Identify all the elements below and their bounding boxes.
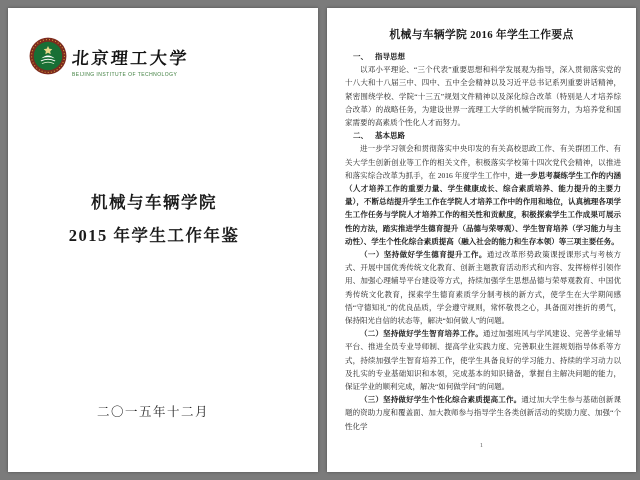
- university-name-cn: 北京理工大学: [71, 49, 190, 68]
- content-page: [327, 8, 636, 472]
- bit-emblem-icon: [29, 37, 67, 75]
- page-number: 1: [479, 442, 484, 449]
- section-heading: 一、 指导思想: [353, 52, 405, 61]
- university-logo-text: [72, 44, 189, 78]
- cover-title-line1: 机械与车辆学院: [91, 193, 217, 212]
- university-logo: [29, 37, 189, 78]
- body-paragraph: 以邓小平理论、“三个代表”重要思想和科学发展观为指导，深入贯彻落实党的十八大和十八届三中、四中、五中全会精神以及习近平总书记系列重要讲话精神，紧密围绕学校、学院“十三五”规划文件精神以及深化综合改革（特别是人才培养综合改革）的战略任务，为建设世界一流理工大学的机械学院而努力，为培养党和国家需要的高素质个性化人才而努力。: [345, 65, 621, 128]
- section-heading: 二、 基本思路: [353, 131, 405, 141]
- cover-title-line2: 2015 年学生工作年鉴: [68, 226, 240, 245]
- cover-date: 二〇一五年十二月: [96, 405, 209, 419]
- body-paragraph: （二）坚持做好学生智育培养工作。通过加强班风与学风建设、完善学业辅导平台、推进全员专业导师制、提高学业实践力度、完善职业生涯规划指导体系等方式，持续加强学生智育培养工作，使学生具备良好的学习能力、持续的学习动力以及扎实的专业基础知识和本领，完成基本的知识储备，掌握自主解决问题的能力，保证学业的顺利完成，解决“如何做学问”的问题。: [345, 329, 622, 392]
- cover-title: [8, 189, 300, 246]
- body-paragraph: （一）坚持做好学生德育提升工作。通过改革形势政策课授课形式与考核方式、开展中国优秀传统文化教育、创新主题教育活动形式和内容、发挥榜样引领作用、加强心理辅导平台建设等方式，持续加强学生思想品德与荣辱观教育、中国优秀传统文化教育，探索学生德育素质学分制考核的新方式，使学生在大学期间感悟“守德知礼”的优良品质，学会遵守规则，常怀敬畏之心，具备面对挫折的勇气，保持阳光自信的状态等，解决“如何做人”的问题。: [345, 250, 621, 326]
- body-paragraph: 进一步学习领会和贯彻落实中央印发的有关高校思政工作、有关群团工作、有关大学生创新创业等工作的相关文件，积极落实学校第十四次党代会精神，以推进和落实综合改革为抓手，在 2016 年度学生工作中，进一步思考凝练学生工作的内涵（人才培养工作的重要力量、学生健康成长、综合素质培养、能力提升的主要力量），不断总结提升学生工作在学院人才培养工作中的作用和地位，认真梳理各项学生工作任务与学院人才培养工作的相关性和贡献度，积极探索学生工作成果可展示性的方法，踏实推进学生德育提升（品德与荣辱观）、学生智育培养（学习能力与主动性）、学生个性化综合素质提高（融入社会的能力和生存本领）等三项主要任务。: [345, 144, 622, 246]
- cover-page: [8, 8, 318, 472]
- doc-body: [345, 50, 621, 433]
- university-name-en: BEIJING INSTITUTE OF TECHNOLOGY: [72, 71, 178, 78]
- page-title: 机械与车辆学院 2016 年学生工作要点: [389, 29, 574, 41]
- body-paragraph: （三）坚持做好学生个性化综合素质提高工作。通过加大学生参与基础创新课题的资助力度和覆盖面、加大教师参与指导学生各类创新活动的奖励力度、加强“个性化学: [345, 395, 622, 431]
